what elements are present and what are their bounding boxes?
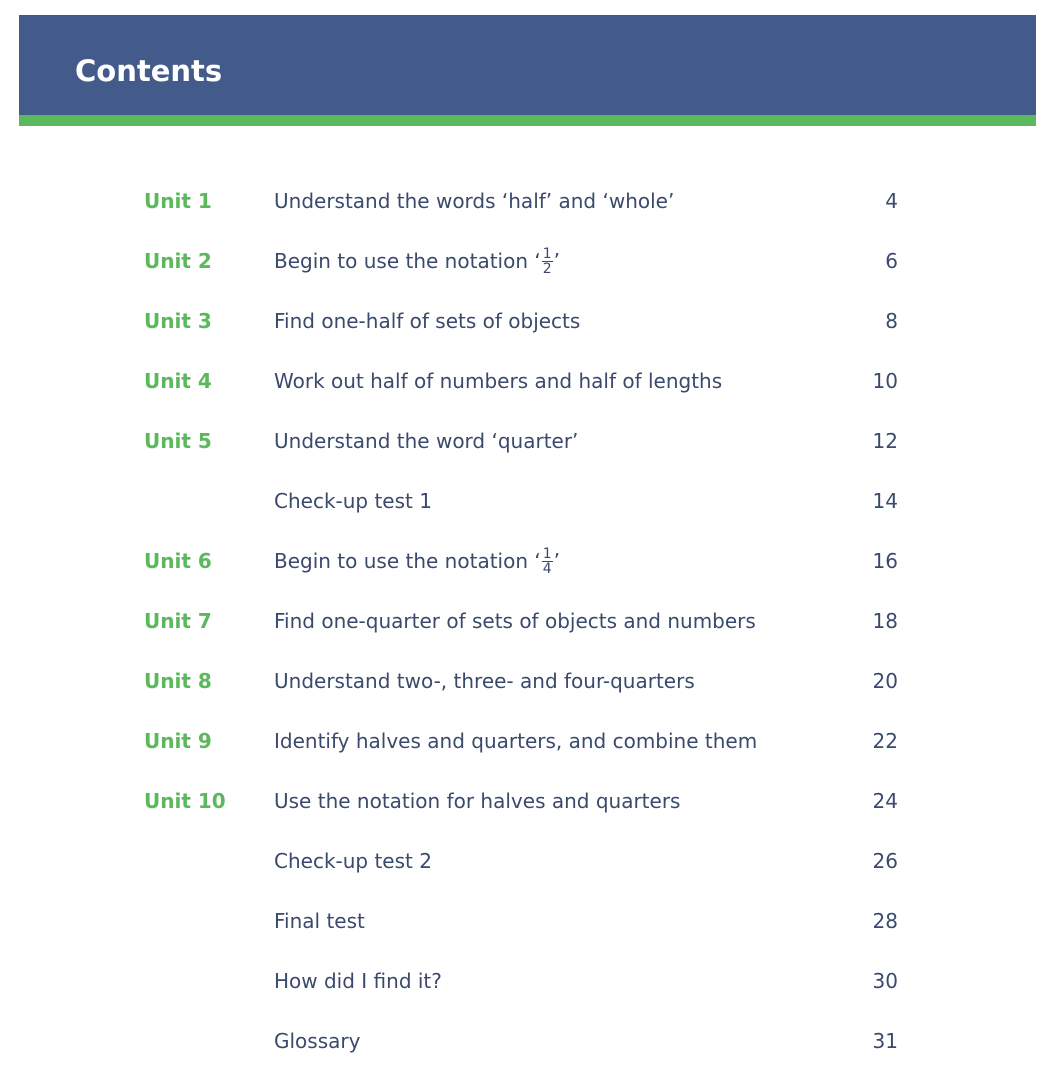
fraction-denominator: 4 bbox=[542, 561, 552, 577]
fraction-numerator: 1 bbox=[542, 246, 552, 262]
page-number: 8 bbox=[885, 309, 898, 333]
page-number: 24 bbox=[872, 789, 898, 813]
unit-label: Unit 2 bbox=[144, 249, 212, 273]
toc-row[interactable] bbox=[0, 471, 1059, 531]
toc-row[interactable] bbox=[0, 291, 1059, 351]
topic-title: How did I find it? bbox=[274, 969, 442, 993]
unit-label: Unit 1 bbox=[144, 189, 212, 213]
topic-title: Final test bbox=[274, 909, 365, 933]
page-number: 31 bbox=[872, 1029, 898, 1053]
table-of-contents bbox=[0, 171, 1059, 1071]
unit-label: Unit 10 bbox=[144, 789, 226, 813]
toc-row[interactable] bbox=[0, 711, 1059, 771]
header-accent-stripe bbox=[19, 115, 1036, 126]
page-number: 22 bbox=[872, 729, 898, 753]
page-number: 28 bbox=[872, 909, 898, 933]
page-title: Contents bbox=[75, 54, 223, 88]
unit-label: Unit 6 bbox=[144, 549, 212, 573]
toc-row[interactable] bbox=[0, 1011, 1059, 1071]
toc-row[interactable] bbox=[0, 771, 1059, 831]
unit-label: Unit 5 bbox=[144, 429, 212, 453]
fraction-numerator: 1 bbox=[542, 546, 552, 562]
unit-label: Unit 4 bbox=[144, 369, 212, 393]
fraction-one-quarter bbox=[542, 547, 553, 576]
page-number: 10 bbox=[872, 369, 898, 393]
page-number: 6 bbox=[885, 249, 898, 273]
toc-row[interactable] bbox=[0, 651, 1059, 711]
page-number: 20 bbox=[872, 669, 898, 693]
unit-label: Unit 9 bbox=[144, 729, 212, 753]
topic-title: Work out half of numbers and half of lengths bbox=[274, 369, 723, 393]
page-number: 16 bbox=[872, 549, 898, 573]
page-number: 26 bbox=[872, 849, 898, 873]
fraction-one-half bbox=[542, 247, 553, 276]
topic-title: Use the notation for halves and quarters bbox=[274, 789, 681, 813]
topic-text: Begin to use the notation ‘ bbox=[274, 549, 541, 573]
topic-text-end: ’ bbox=[553, 549, 560, 573]
toc-row[interactable] bbox=[0, 351, 1059, 411]
page-number: 14 bbox=[872, 489, 898, 513]
toc-row[interactable] bbox=[0, 231, 1059, 291]
topic-title: Identify halves and quarters, and combine them bbox=[274, 729, 758, 753]
page-number: 18 bbox=[872, 609, 898, 633]
fraction-denominator: 2 bbox=[542, 261, 552, 277]
unit-label: Unit 7 bbox=[144, 609, 212, 633]
page-number: 4 bbox=[885, 189, 898, 213]
unit-label: Unit 8 bbox=[144, 669, 212, 693]
topic-title: Glossary bbox=[274, 1029, 361, 1053]
page-number: 12 bbox=[872, 429, 898, 453]
toc-row[interactable] bbox=[0, 411, 1059, 471]
topic-title: Check-up test 2 bbox=[274, 849, 432, 873]
topic-title: Find one-quarter of sets of objects and numbers bbox=[274, 609, 756, 633]
toc-row[interactable] bbox=[0, 891, 1059, 951]
topic-title bbox=[274, 247, 560, 277]
topic-title bbox=[274, 547, 560, 577]
toc-row[interactable] bbox=[0, 171, 1059, 231]
topic-text: Begin to use the notation ‘ bbox=[274, 249, 541, 273]
topic-text-end: ’ bbox=[553, 249, 560, 273]
unit-label: Unit 3 bbox=[144, 309, 212, 333]
topic-title: Find one-half of sets of objects bbox=[274, 309, 581, 333]
toc-row[interactable] bbox=[0, 951, 1059, 1011]
topic-title: Check-up test 1 bbox=[274, 489, 432, 513]
topic-title: Understand two-, three- and four-quarters bbox=[274, 669, 695, 693]
toc-row[interactable] bbox=[0, 831, 1059, 891]
page-number: 30 bbox=[872, 969, 898, 993]
topic-title: Understand the word ‘quarter’ bbox=[274, 429, 579, 453]
topic-title: Understand the words ‘half’ and ‘whole’ bbox=[274, 189, 675, 213]
toc-row[interactable] bbox=[0, 531, 1059, 591]
toc-row[interactable] bbox=[0, 591, 1059, 651]
